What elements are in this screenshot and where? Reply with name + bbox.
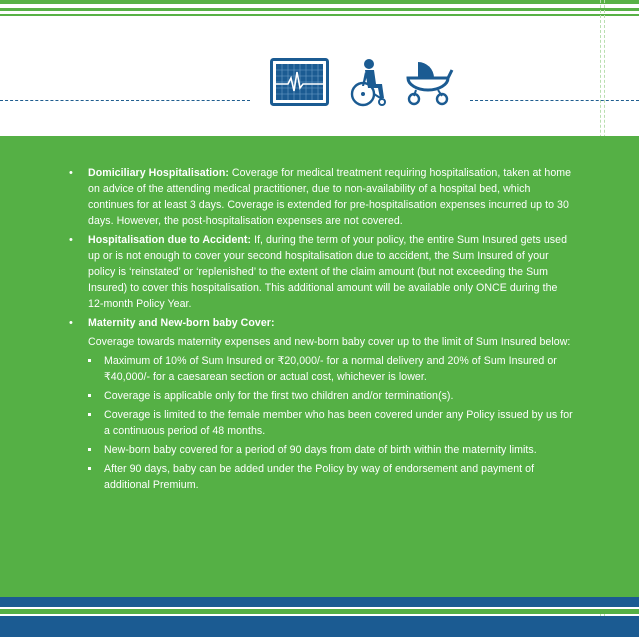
sub-item <box>69 388 574 404</box>
square-bullet <box>88 394 91 397</box>
top-stripe-2 <box>0 8 639 11</box>
sub-item-text: New-born baby covered for a period of 90 days from date of birth within the maternity limits. <box>104 444 537 456</box>
baby-pram-icon <box>404 58 454 106</box>
sub-item <box>69 442 574 458</box>
item-heading: Domiciliary Hospitalisation: <box>88 167 229 179</box>
sub-item-text: Maximum of 10% of Sum Insured or ₹20,000/- for a normal delivery and 20% of Sum Insured or ₹40,000/- for a caesarean section or actual cost, whichever is lower. <box>104 355 557 383</box>
sub-item-text: Coverage is limited to the female member who has been covered under any Policy issued by us for a continuous period of 48 months. <box>104 409 573 437</box>
dashed-line-left <box>0 100 250 101</box>
item-text: If, during the term of your policy, the entire Sum Insured gets used up or is not enough to cover your second hospitalisation due to accident, the Sum Insured of your policy is ‘reinstated’ or ‘replenished’ to the extent of the claim amount (but not exceeding the Sum Insured) to cover this hospitalisation. This additional amount will be available only ONCE during the 12-month Policy Year. <box>88 234 568 310</box>
sub-item <box>69 407 574 439</box>
item-heading: Hospitalisation due to Accident: <box>88 234 252 246</box>
list-item-domiciliary <box>69 165 574 229</box>
list-item-accident <box>69 232 574 312</box>
dashed-line-right <box>470 100 639 101</box>
item-intro: Coverage towards maternity expenses and new-born baby cover up to the limit of Sum Insured below: <box>88 336 571 348</box>
square-bullet <box>88 467 91 470</box>
coverage-list <box>69 165 574 493</box>
bullet-dot: • <box>69 317 73 329</box>
sub-item-text: After 90 days, baby can be added under the Policy by way of endorsement and payment of additional Premium. <box>104 463 535 491</box>
sub-item <box>69 353 574 385</box>
bullet-dot: • <box>69 167 73 179</box>
bottom-stripe-blue-1 <box>0 597 639 607</box>
top-stripe-1 <box>0 0 639 4</box>
square-bullet <box>88 413 91 416</box>
item-heading: Maternity and New-born baby Cover: <box>88 317 275 329</box>
square-bullet <box>88 448 91 451</box>
top-stripe-3 <box>0 14 639 16</box>
square-bullet <box>88 359 91 362</box>
sub-item <box>69 461 574 493</box>
monitor-heartbeat-icon <box>270 58 329 106</box>
sub-item-text: Coverage is applicable only for the first two children and/or termination(s). <box>104 390 454 402</box>
bottom-stripe-blue-2 <box>0 616 639 637</box>
bottom-stripe-green <box>0 609 639 614</box>
list-item-maternity <box>69 315 574 350</box>
wheelchair-icon <box>348 58 390 108</box>
item-text: Coverage for medical treatment requiring hospitalisation, taken at home on advice of the attending medical practitioner, due to non-availability of a hospital bed, which continues for at least 3 days. Coverage is extended for pre-hospitalisation expenses incurred up to 30 days. However, the post-hospitalisation expenses are not covered. <box>88 167 572 227</box>
bullet-dot: • <box>69 234 73 246</box>
